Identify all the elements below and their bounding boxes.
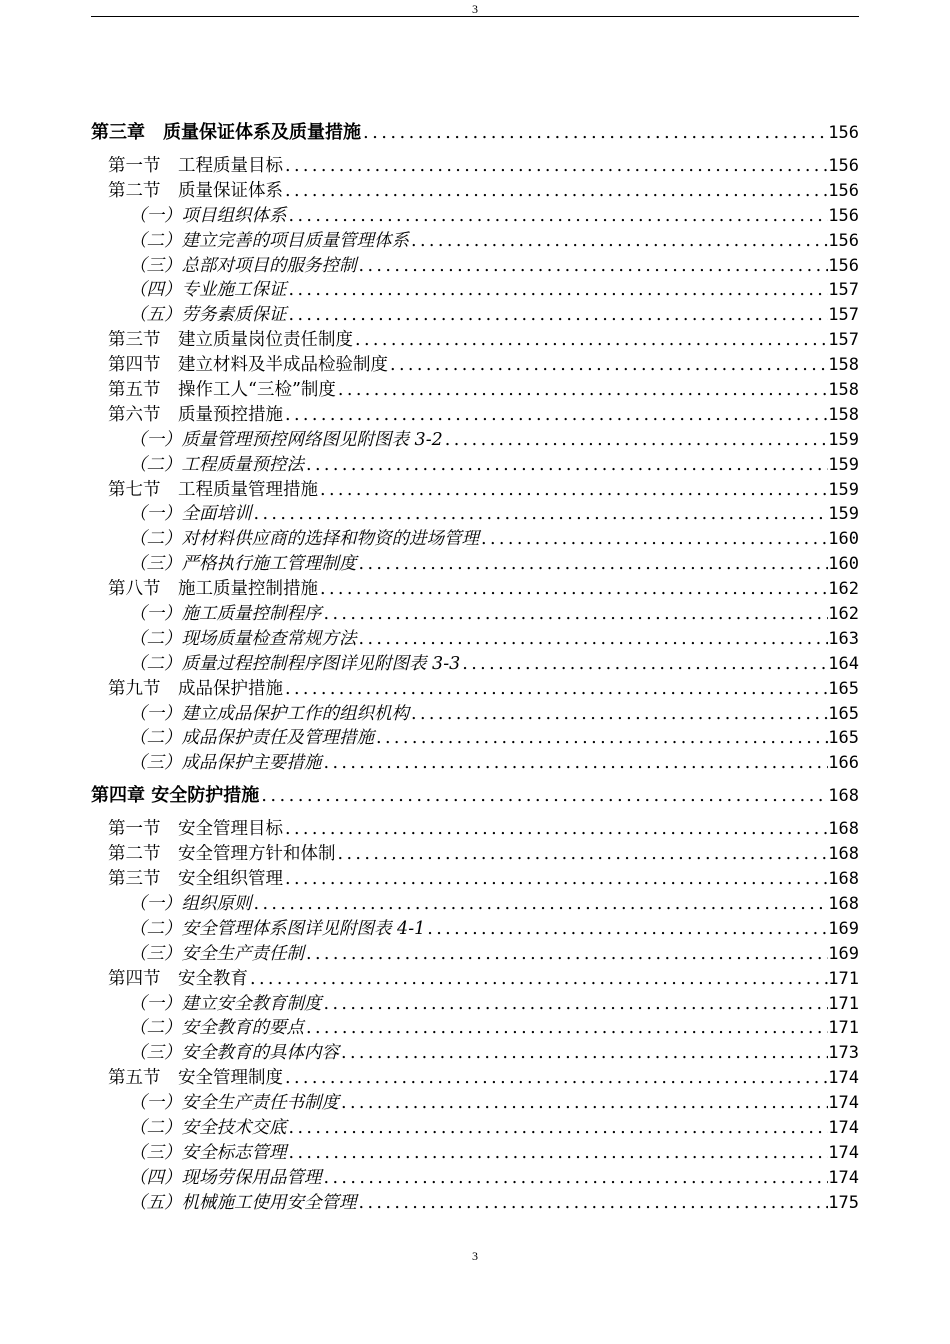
toc-entry-page: 164 [828,653,859,674]
toc-entry-label: 第四节 建立材料及半成品检验制度 [108,355,388,376]
toc-entry-page: 160 [828,554,859,575]
toc-entry-label: 第一节 工程质量目标 [108,156,283,176]
toc-dot-leader [339,1041,828,1066]
toc-dot-leader [322,1166,829,1191]
toc-entry-label: （四）专业施工保证 [129,280,287,301]
toc-entry-page: 168 [828,893,859,914]
toc-entry-label: 第四章 安全防护措施 [91,785,260,807]
toc-entry-item[interactable] [91,702,859,727]
toc-entry-label: （二）对材料供应商的选择和物资的进场管理 [129,529,479,550]
toc-dot-leader [322,602,829,627]
toc-dot-leader [287,204,829,229]
toc-entry-section[interactable] [91,967,859,992]
toc-entry-item[interactable] [91,552,859,577]
toc-entry-label: （一）质量管理预控网络图见附图表 3-2 [129,429,443,450]
toc-entry-item[interactable] [91,917,859,942]
toc-dot-leader [283,1066,828,1091]
toc-entry-page: 156 [828,180,859,201]
toc-entry-label: （五）机械施工使用安全管理 [129,1192,357,1213]
toc-dot-leader [361,120,828,146]
toc-entry-page: 156 [828,230,859,251]
toc-entry-label: （一）施工质量控制程序 [129,604,322,625]
toc-entry-label: 第三节 安全组织管理 [108,869,283,890]
toc-entry-item[interactable] [91,942,859,967]
toc-dot-leader [287,303,829,328]
toc-dot-leader [318,478,828,503]
toc-entry-item[interactable] [91,892,859,917]
toc-dot-leader [443,428,829,453]
toc-entry-label: 第二节 安全管理方针和体制 [108,844,336,865]
toc-dot-leader [283,179,828,204]
toc-entry-section[interactable] [91,867,859,892]
toc-entry-section[interactable] [91,842,859,867]
toc-entry-section[interactable] [91,478,859,503]
toc-entry-section[interactable] [91,378,859,403]
toc-dot-leader [339,1091,828,1116]
toc-entry-label: 第二节 质量保证体系 [108,180,283,201]
toc-entry-item[interactable] [91,204,859,229]
toc-dot-leader [259,783,828,809]
toc-dot-leader [304,453,828,478]
toc-dot-leader [283,403,828,428]
toc-entry-label: （一）组织原则 [129,893,252,914]
toc-entry-section[interactable] [91,353,859,378]
toc-dot-leader [374,726,828,751]
toc-entry-item[interactable] [91,254,859,279]
toc-entry-label: 第五节 安全管理制度 [108,1068,283,1089]
toc-entry-item[interactable] [91,1016,859,1041]
toc-entry-page: 157 [828,305,859,326]
toc-entry-item[interactable] [91,602,859,627]
toc-entry-label: （一）项目组织体系 [129,205,287,226]
toc-dot-leader [357,254,829,279]
toc-dot-leader [479,527,828,552]
toc-entry-page: 174 [828,1167,859,1188]
toc-dot-leader [460,652,828,677]
toc-entry-item[interactable] [91,1116,859,1141]
toc-entry-page: 160 [828,529,859,550]
toc-entry-label: （三）安全标志管理 [129,1142,287,1163]
toc-dot-leader [304,1016,828,1041]
toc-entry-label: （二）质量过程控制程序图详见附图表 3-3 [129,653,461,674]
toc-dot-leader [287,1141,829,1166]
toc-entry-page: 159 [828,454,859,475]
toc-dot-leader [283,817,828,842]
header-rule [91,16,859,17]
toc-entry-page: 158 [828,380,859,401]
toc-entry-label: （一）安全生产责任书制度 [129,1093,339,1114]
toc-entry-section[interactable] [91,328,859,353]
toc-entry-item[interactable] [91,652,859,677]
toc-entry-page: 168 [828,786,859,807]
toc-entry-item[interactable] [91,726,859,751]
toc-entry-section[interactable] [91,1066,859,1091]
toc-entry-page: 169 [828,943,859,964]
toc-entry-label: （一）全面培训 [129,504,252,525]
toc-entry-item[interactable] [91,1041,859,1066]
toc-dot-leader [287,1116,829,1141]
toc-entry-page: 171 [828,968,859,989]
toc-entry-label: （二）安全技术交底 [129,1117,287,1138]
toc-dot-leader [252,502,829,527]
toc-entry-page: 156 [828,156,859,176]
toc-entry-item[interactable] [91,527,859,552]
toc-entry-page: 162 [828,579,859,600]
toc-entry-page: 173 [828,1043,859,1064]
toc-entry-chapter[interactable] [91,783,859,809]
toc-dot-leader [283,677,828,702]
toc-entry-page: 157 [828,280,859,301]
toc-entry-page: 171 [828,993,859,1014]
toc-entry-label: （二）现场质量检查常规方法 [129,628,357,649]
toc-entry-page: 156 [828,205,859,226]
toc-entry-section[interactable] [91,577,859,602]
toc-entry-page: 168 [828,869,859,890]
toc-entry-page: 158 [828,355,859,376]
toc-entry-page: 166 [828,753,859,774]
toc-entry-label: 第四节 安全教育 [108,968,248,989]
toc-entry-item[interactable] [91,502,859,527]
toc-entry-item[interactable] [91,229,859,254]
toc-entry-page: 174 [828,1068,859,1089]
toc-entry-section[interactable] [91,677,859,702]
toc-entry-item[interactable] [91,751,859,776]
toc-entry-page: 174 [828,1093,859,1114]
toc-dot-leader [248,967,828,992]
toc-entry-page: 169 [828,918,859,939]
toc-entry-item[interactable] [91,627,859,652]
toc-entry-label: 第三章 质量保证体系及质量措施 [91,122,361,143]
toc-entry-label: 第三节 建立质量岗位责任制度 [108,330,353,351]
toc-dot-leader [252,892,829,917]
toc-entry-label: （三）安全生产责任制 [129,943,304,964]
table-of-contents [91,120,859,1216]
header-page-number: 3 [472,2,478,16]
toc-entry-page: 159 [828,429,859,450]
toc-dot-leader [283,154,828,179]
toc-entry-item[interactable] [91,1091,859,1116]
toc-entry-label: （二）安全管理体系图详见附图表 4-1 [129,918,426,939]
toc-entry-label: （二）安全教育的要点 [129,1018,304,1039]
toc-dot-leader [409,702,828,727]
toc-entry-page: 174 [828,1117,859,1138]
toc-dot-leader [304,942,828,967]
toc-entry-page: 175 [828,1192,859,1213]
toc-entry-item[interactable] [91,1141,859,1166]
toc-entry-page: 159 [828,479,859,500]
toc-entry-label: （二）建立完善的项目质量管理体系 [129,230,409,251]
toc-entry-label: 第五节 操作工人“三检”制度 [108,380,336,401]
toc-entry-item[interactable] [91,278,859,303]
toc-entry-item[interactable] [91,303,859,328]
toc-dot-leader [322,992,829,1017]
toc-dot-leader [353,328,828,353]
toc-entry-item[interactable] [91,1166,859,1191]
toc-entry-label: （三）成品保护主要措施 [129,753,322,774]
toc-entry-label: （一）建立安全教育制度 [129,993,322,1014]
toc-entry-label: 第六节 质量预控措施 [108,404,283,425]
toc-entry-page: 165 [828,703,859,724]
toc-entry-chapter[interactable] [91,120,859,146]
toc-entry-label: （三）严格执行施工管理制度 [129,554,357,575]
toc-entry-label: （四）现场劳保用品管理 [129,1167,322,1188]
toc-dot-leader [357,552,829,577]
toc-dot-leader [287,278,829,303]
toc-entry-item[interactable] [91,453,859,478]
toc-entry-label: （五）劳务素质保证 [129,305,287,326]
toc-dot-leader [409,229,828,254]
toc-entry-page: 156 [828,255,859,276]
toc-dot-leader [336,378,828,403]
toc-entry-page: 162 [828,604,859,625]
toc-entry-label: （二）成品保护责任及管理措施 [129,728,374,749]
toc-entry-page: 157 [828,330,859,351]
toc-entry-page: 168 [828,844,859,865]
toc-entry-label: （一）建立成品保护工作的组织机构 [129,703,409,724]
toc-entry-label: 第一节 安全管理目标 [108,819,283,840]
toc-entry-page: 165 [828,728,859,749]
toc-entry-label: 第八节 施工质量控制措施 [108,579,318,600]
toc-entry-page: 158 [828,404,859,425]
toc-entry-page: 165 [828,678,859,699]
toc-entry-item[interactable] [91,428,859,453]
toc-entry-label: （二）工程质量预控法 [129,454,304,475]
toc-entry-page: 156 [828,123,859,143]
toc-entry-section[interactable] [91,179,859,204]
toc-entry-page: 174 [828,1142,859,1163]
toc-dot-leader [336,842,829,867]
toc-entry-section[interactable] [91,154,859,179]
toc-entry-section[interactable] [91,817,859,842]
toc-dot-leader [357,1191,829,1216]
toc-dot-leader [322,751,829,776]
toc-entry-label: （三）安全教育的具体内容 [129,1043,339,1064]
toc-entry-label: 第九节 成品保护措施 [108,678,283,699]
toc-entry-section[interactable] [91,403,859,428]
toc-dot-leader [388,353,828,378]
toc-entry-label: （三）总部对项目的服务控制 [129,255,357,276]
toc-entry-label: 第七节 工程质量管理措施 [108,479,318,500]
toc-entry-page: 163 [828,628,859,649]
footer-page-number: 3 [472,1249,478,1263]
toc-dot-leader [425,917,828,942]
toc-entry-item[interactable] [91,1191,859,1216]
toc-entry-page: 171 [828,1018,859,1039]
toc-dot-leader [283,867,828,892]
toc-entry-page: 159 [828,504,859,525]
toc-entry-item[interactable] [91,992,859,1017]
toc-dot-leader [357,627,829,652]
toc-entry-page: 168 [828,819,859,840]
toc-dot-leader [318,577,828,602]
